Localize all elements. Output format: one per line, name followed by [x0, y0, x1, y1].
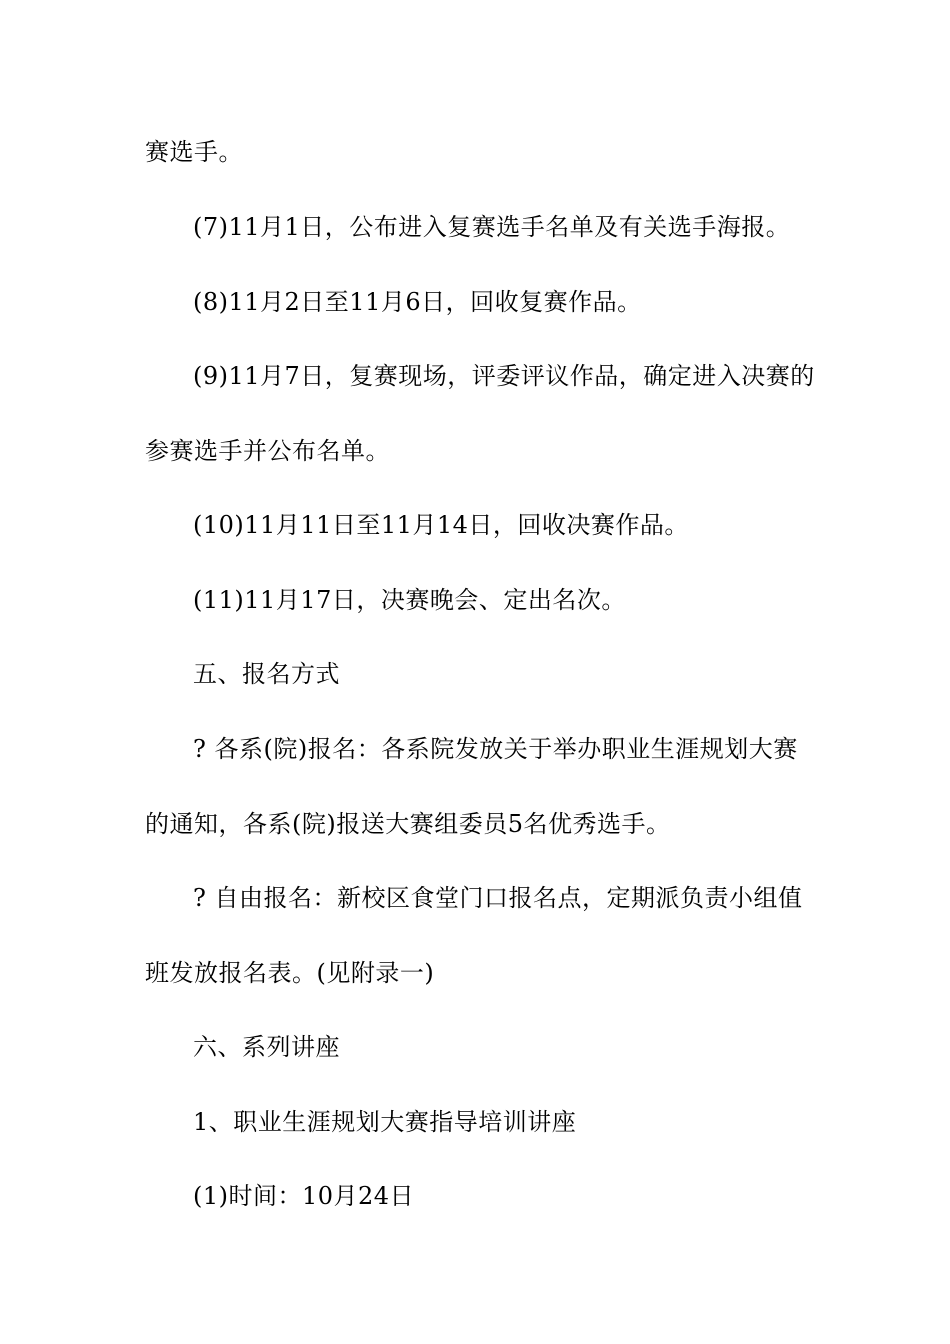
section-heading-lectures: 六、系列讲座 — [193, 1033, 340, 1061]
schedule-item-8: (8)11月2日至11月6日，回收复赛作品。 — [193, 288, 642, 316]
schedule-item-9-continued: 参赛选手并公布名单。 — [145, 437, 390, 465]
registration-method-department: ? 各系(院)报名：各系院发放关于举办职业生涯规划大赛 — [193, 735, 798, 763]
registration-method-free-continued: 班发放报名表。(见附录一) — [145, 959, 435, 987]
registration-method-free: ? 自由报名：新校区食堂门口报名点，定期派负责小组值 — [193, 884, 803, 912]
lecture-title-1: 1、职业生涯规划大赛指导培训讲座 — [193, 1108, 577, 1136]
schedule-item-11: (11)11月17日，决赛晚会、定出名次。 — [193, 586, 626, 614]
schedule-item-7: (7)11月1日，公布进入复赛选手名单及有关选手海报。 — [193, 213, 791, 241]
schedule-item-10: (10)11月11日至11月14日，回收决赛作品。 — [193, 511, 689, 539]
text-line-continuation: 赛选手。 — [145, 138, 243, 166]
section-heading-registration: 五、报名方式 — [193, 660, 340, 688]
registration-method-department-continued: 的通知，各系(院)报送大赛组委员5名优秀选手。 — [145, 810, 671, 838]
lecture-1-time: (1)时间：10月24日 — [193, 1182, 415, 1210]
schedule-item-9: (9)11月7日，复赛现场，评委评议作品，确定进入决赛的 — [193, 362, 815, 390]
